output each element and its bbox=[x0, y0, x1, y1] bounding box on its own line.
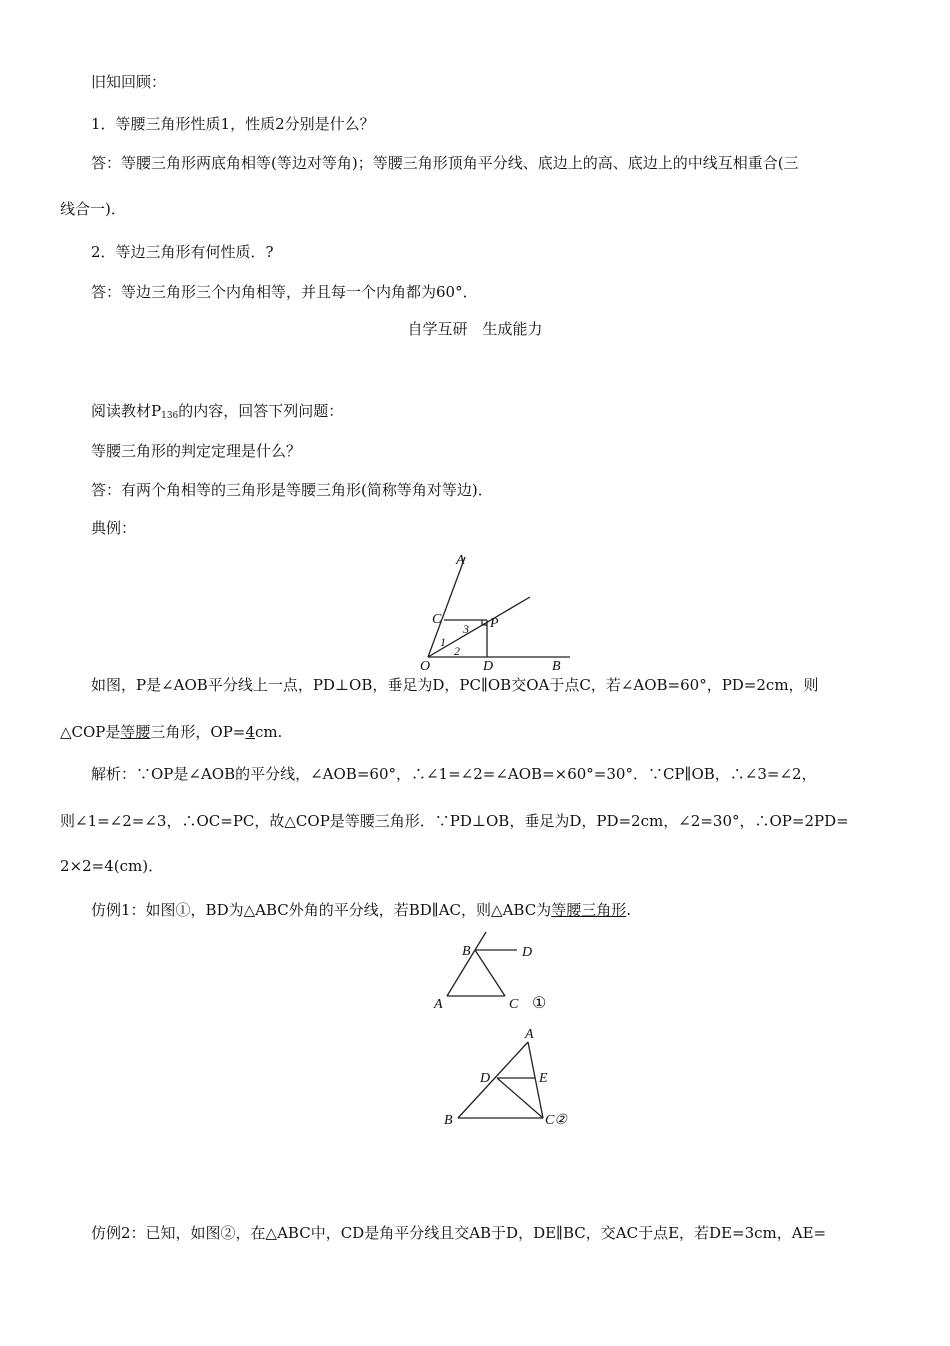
fig1-label-b: B bbox=[462, 944, 471, 959]
reading-question: 等腰三角形的判定定理是什么？ bbox=[91, 442, 302, 460]
label-2: 2 bbox=[454, 644, 460, 658]
fig2-label-d: D bbox=[480, 1071, 491, 1086]
label-3: 3 bbox=[463, 622, 469, 636]
reading-intro-page: 136 bbox=[161, 411, 179, 421]
figure-1 bbox=[425, 928, 565, 1016]
fig2-label-e: E bbox=[539, 1071, 548, 1086]
fig2-label-a: A bbox=[525, 1027, 534, 1042]
example-text-2c: 三角形，OP= bbox=[150, 723, 246, 741]
example-text-line-1: 如图，P是∠AOB平分线上一点，PD⊥OB，垂足为D，PC∥OB交OA于点C，若∠AOB=60°，PD=2cm，则 bbox=[91, 676, 819, 694]
figure-2 bbox=[440, 1024, 590, 1134]
answer-blank-isosceles-triangle: 等腰三角形 bbox=[551, 901, 627, 919]
section-title: 自学互研 生成能力 bbox=[407, 320, 543, 338]
fig2-label-b: B bbox=[444, 1113, 453, 1128]
label-p: P bbox=[490, 616, 499, 631]
reading-answer: 答：有两个角相等的三角形是等腰三角形(简称等角对等边)． bbox=[91, 481, 493, 499]
example-label: 典例： bbox=[91, 519, 137, 537]
example-text-line-2 bbox=[60, 722, 282, 742]
example-text-2a: △COP是 bbox=[60, 723, 121, 741]
reading-intro-before: 阅读教材P bbox=[91, 402, 162, 420]
label-o: O bbox=[420, 659, 431, 674]
fig1-label-circle-1: ① bbox=[532, 995, 547, 1012]
analysis-line-2: 则∠1=∠2=∠3，∴OC=PC，故△COP是等腰三角形．∵PD⊥OB，垂足为D，PD=2cm，∠2=30°，∴OP=2PD= bbox=[60, 812, 849, 830]
imitation-2-text: 仿例2：已知，如图②，在△ABC中，CD是角平分线且交AB于D，DE∥BC，交AC于点E，若DE=3cm，AE= bbox=[91, 1224, 827, 1242]
example-text-2e: cm. bbox=[254, 723, 283, 741]
label-b: B bbox=[552, 659, 561, 674]
fig1-label-d: D bbox=[522, 945, 533, 960]
answer-blank-isosceles: 等腰 bbox=[120, 723, 151, 741]
fig1-label-a: A bbox=[434, 997, 443, 1012]
analysis-line-3: 2×2=4(cm)． bbox=[60, 857, 164, 875]
ray-oa bbox=[428, 557, 465, 657]
fig2-label-c: C② bbox=[545, 1113, 567, 1128]
imitation-1-text-c: . bbox=[626, 901, 631, 919]
side-ab bbox=[447, 950, 475, 996]
review-heading: 旧知回顾： bbox=[91, 73, 167, 91]
review-answer-1-line-1: 答：等腰三角形两底角相等(等边对等角)；等腰三角形顶角平分线、底边上的高、底边上的中线互相重合(三 bbox=[91, 154, 799, 172]
example-figure bbox=[410, 545, 590, 675]
fig1-label-c: C bbox=[509, 997, 519, 1012]
label-d: D bbox=[483, 659, 494, 674]
extension-ab bbox=[475, 932, 486, 950]
reading-intro-after: 的内容，回答下列问题： bbox=[178, 402, 344, 420]
review-question-2: 2．等边三角形有何性质．? bbox=[91, 243, 274, 261]
review-answer-2: 答：等边三角形三个内角相等，并且每一个内角都为60°． bbox=[91, 283, 478, 301]
reading-intro bbox=[91, 401, 343, 426]
analysis-line-1: 解析：∵OP是∠AOB的平分线，∠AOB=60°，∴∠1=∠2=∠AOB=×60°=30°．∵CP∥OB，∴∠3=∠2， bbox=[91, 765, 817, 783]
answer-blank-op: 4 bbox=[245, 723, 255, 741]
label-1: 1 bbox=[440, 635, 446, 649]
label-c: C bbox=[432, 612, 442, 627]
review-answer-1-line-2: 线合一)． bbox=[60, 200, 126, 218]
review-question-1: 1．等腰三角形性质1，性质2分别是什么？ bbox=[91, 115, 375, 133]
label-a: A bbox=[456, 553, 465, 568]
side-bc bbox=[475, 950, 505, 996]
imitation-1-text bbox=[91, 900, 631, 920]
imitation-1-text-a: 仿例1：如图①，BD为△ABC外角的平分线，若BD∥AC，则△ABC为 bbox=[91, 901, 552, 919]
side-ab bbox=[458, 1042, 528, 1118]
